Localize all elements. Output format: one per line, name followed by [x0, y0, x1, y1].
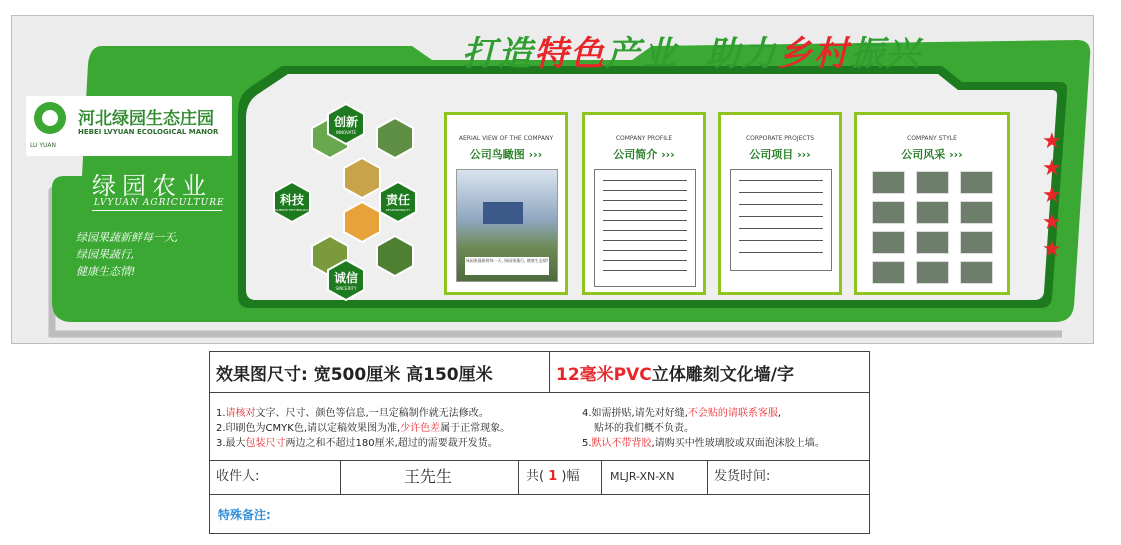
brand-subtitle: LVYUAN AGRICULTURE: [94, 198, 225, 208]
card-company-style: [854, 112, 1010, 295]
style-photo: [916, 201, 949, 224]
star-icon: ★: [1042, 129, 1062, 154]
spec-row: [210, 352, 869, 393]
brand-title: 绿园农业: [92, 172, 212, 200]
style-photo: [960, 171, 993, 194]
value-cn: 责任: [385, 193, 410, 207]
logo-name-cn: 河北绿园生态庄园: [78, 109, 214, 129]
style-photo: [872, 261, 905, 284]
star-icon: ★: [1042, 237, 1062, 262]
star-column: [1042, 128, 1062, 263]
note-1: 1.请核对文字、尺寸、颜色等信息,一旦定稿制作就无法修改。: [216, 408, 489, 419]
star-icon: ★: [1042, 183, 1062, 208]
logo-name-en: HEBEI LVYUAN ECOLOGICAL MANOR: [78, 128, 219, 136]
value-cn: 科技: [279, 193, 304, 207]
value-en: SCIENCE TECHNOLOGY: [274, 208, 310, 212]
profile-document: [594, 169, 696, 287]
slogan-banner: [462, 26, 922, 75]
card-title-en: COMPANY PROFILE: [615, 135, 673, 142]
value-cn: 诚信: [333, 271, 358, 285]
star-icon: ★: [1042, 156, 1062, 181]
aerial-photo: [456, 169, 558, 282]
building-image: [483, 202, 523, 224]
slogan-highlight: 特色: [534, 34, 606, 74]
motto-line: 绿园果蔬新鲜每一天,: [76, 231, 179, 244]
card-company-profile: [582, 112, 706, 295]
slogan-part: 振兴: [849, 34, 922, 74]
notes-section: [210, 392, 869, 461]
slogan-part: 产业: [606, 34, 678, 74]
note-2: 2.印刷色为CMYK色,请以定稿效果图为准,少许色差属于正常现象。: [216, 423, 511, 434]
order-info-table: [209, 351, 870, 534]
size-spec: 效果图尺寸: 宽500厘米 高150厘米: [216, 365, 493, 385]
card-title-cn: 公司鸟瞰图 ›››: [469, 148, 543, 161]
card-title-en: CORPORATE PROJECTS: [745, 135, 815, 142]
panel-count: 共( 1 )幅: [526, 469, 580, 484]
note-4: 4.如需拼贴,请先对好缝,不会贴的请联系客服,: [582, 408, 782, 419]
value-en: INNOVATE: [335, 130, 357, 135]
shipping-row: [210, 460, 869, 495]
material-highlight: 12毫米PVC: [556, 365, 652, 385]
style-photo: [916, 231, 949, 254]
slogan-part: 打造: [462, 34, 534, 74]
star-icon: ★: [1042, 210, 1062, 235]
card-aerial-view: [444, 112, 568, 295]
slogan-highlight: 乡村: [777, 34, 850, 74]
material-spec: [556, 360, 794, 385]
receiver-name: 王先生: [403, 467, 452, 486]
style-photo-grid: [868, 171, 968, 283]
style-photo: [872, 231, 905, 254]
divider: [601, 460, 602, 494]
receiver-label: 收件人:: [216, 469, 260, 484]
company-logo: [26, 96, 232, 156]
style-photo: [872, 171, 905, 194]
order-code: MLJR-XN-XN: [610, 470, 675, 483]
motto-line: 绿园果蔬行,: [76, 248, 135, 261]
card-corporate-projects: [718, 112, 842, 295]
card-title-cn: 公司简介 ›››: [613, 148, 675, 161]
value-responsibility: [380, 191, 416, 212]
divider: [549, 352, 550, 392]
value-innovate: [328, 113, 364, 135]
logo-abbrev: LU YUAN: [30, 142, 56, 149]
note-5: 5.默认不带背胶,请购买中性玻璃胶或双面泡沫胶上墙。: [582, 438, 825, 449]
card-title-cn: 公司风采 ›››: [901, 148, 963, 161]
motto-line: 健康生态情!: [76, 265, 136, 278]
divider: [518, 460, 519, 494]
culture-wall-render: [11, 15, 1094, 344]
special-notes-label: 特殊备注:: [218, 508, 271, 522]
card-title-en: AERIAL VIEW OF THE COMPANY: [458, 135, 554, 142]
divider: [92, 210, 222, 211]
photo-caption: 绿园果蔬新鲜每一天, 绿园果蔬行, 健康生态情!: [465, 257, 549, 275]
projects-document: [730, 169, 832, 271]
style-photo: [872, 201, 905, 224]
value-cn: 创新: [333, 115, 358, 129]
note-3: 3.最大包装尺寸两边之和不超过180厘米,超过的需要裁开发货。: [216, 438, 498, 449]
style-photo: [960, 261, 993, 284]
style-photo: [960, 201, 993, 224]
style-photo: [916, 261, 949, 284]
ship-time-label: 发货时间:: [714, 469, 771, 484]
leaf-logo-icon: [34, 102, 66, 134]
value-technology: [274, 191, 310, 212]
style-photo: [916, 171, 949, 194]
motto: [76, 229, 179, 280]
note-4-continued: 贴坏的我们概不负责。: [594, 423, 694, 434]
divider: [707, 460, 708, 494]
card-title-en: COMPANY STYLE: [907, 135, 957, 142]
slogan-part: 助力: [705, 34, 778, 74]
value-en: RESPONSIBILITY: [385, 208, 411, 212]
value-sincerity: [328, 269, 364, 291]
style-photo: [960, 231, 993, 254]
material-text: 立体雕刻文化墙/字: [651, 365, 794, 385]
card-title-cn: 公司项目 ›››: [749, 148, 811, 161]
value-en: SINCERITY: [335, 286, 357, 291]
